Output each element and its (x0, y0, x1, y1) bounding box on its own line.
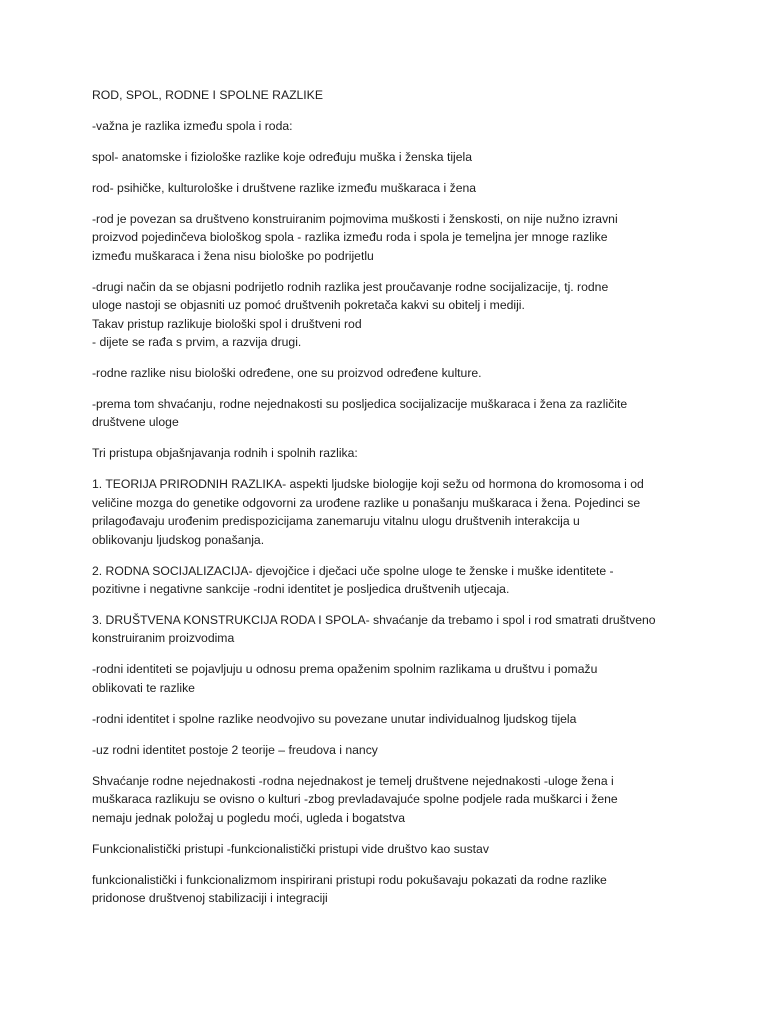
paragraph (92, 364, 682, 382)
paragraph (92, 278, 682, 352)
text-line: Funkcionalistički pristupi -funkcionalistički pristupi vide društvo kao sustav (92, 841, 489, 856)
paragraph (92, 660, 682, 697)
text-line: oblikovanju ljudskog ponašanja. (92, 532, 265, 547)
text-line: - dijete se rađa s prvim, a razvija drugi. (92, 335, 302, 350)
text-line: nemaju jednak položaj u pogledu moći, ugleda i bogatstva (92, 810, 406, 825)
paragraph (92, 179, 682, 197)
text-line: -uz rodni identitet postoje 2 teorije – freudova i nancy (92, 742, 378, 757)
paragraph (92, 148, 682, 166)
paragraph (92, 772, 682, 827)
text-line: muškaraca razlikuju se ovisno o kulturi -zbog prevladavajuće spolne podjele rada muškarci i žene (92, 792, 618, 807)
text-line: prilagođavaju urođenim predispozicijama zanemaruju vitalnu ulogu društvenih interakcija u (92, 514, 580, 529)
paragraph (92, 710, 682, 728)
paragraph (92, 395, 682, 432)
paragraph (92, 871, 682, 908)
text-line: oblikovati te razlike (92, 680, 195, 695)
document-title: ROD, SPOL, RODNE I SPOLNE RAZLIKE (92, 88, 323, 102)
paragraph (92, 562, 682, 599)
text-line: funkcionalistički i funkcionalizmom inspirirani pristupi rodu pokušavaju pokazati da rodne razlike (92, 872, 607, 887)
document-page (92, 86, 682, 920)
text-line: pozitivne i negativne sankcije -rodni identitet je posljedica društvenih utjecaja. (92, 582, 510, 597)
text-line: konstruiranim proizvodima (92, 631, 235, 646)
paragraph (92, 840, 682, 858)
text-line: između muškaraca i žena nisu biološke po podrijetlu (92, 248, 374, 263)
text-line: -rodni identiteti se pojavljuju u odnosu prema opaženim spolnim razlikama u društvu i pomažu (92, 662, 598, 677)
text-line: Takav pristup razlikuje biološki spol i društveni rod (92, 316, 362, 331)
text-line: rod- psihičke, kulturološke i društvene razlike između muškaraca i žena (92, 181, 477, 195)
text-line: Tri pristupa objašnjavanja rodnih i spolnih razlika: (92, 446, 358, 461)
text-line: proizvod pojedinčeva biološkog spola - razlika između roda i spola je temeljna jer mnoge razlike (92, 230, 608, 245)
paragraph (92, 741, 682, 759)
text-line: -rodni identitet i spolne razlike neodvojivo su povezane unutar individualnog ljudskog tijela (92, 711, 577, 726)
text-line: -prema tom shvaćanju, rodne nejednakosti su posljedica socijalizacije muškaraca i žena za različite (92, 397, 628, 412)
text-line: 2. RODNA SOCIJALIZACIJA- djevojčice i dječaci uče spolne uloge te ženske i muške identitete - (92, 563, 614, 578)
text-line: 3. DRUŠTVENA KONSTRUKCIJA RODA I SPOLA- shvaćanje da trebamo i spol i rod smatrati društveno (92, 613, 656, 628)
paragraph (92, 611, 682, 648)
document-body (92, 117, 682, 908)
text-line: spol- anatomske i fiziološke razlike koje određuju muška i ženska tijela (92, 150, 473, 164)
text-line: Shvaćanje rodne nejednakosti -rodna nejednakost je temelj društvene nejednakosti -uloge žena i (92, 773, 614, 788)
text-line: uloge nastoji se objasniti uz pomoć društvenih pokretača kakvi su obitelj i mediji. (92, 298, 525, 313)
paragraph (92, 117, 682, 135)
text-line: pridonose društvenoj stabilizaciji i integraciji (92, 891, 328, 906)
paragraph (92, 444, 682, 462)
paragraph (92, 210, 682, 265)
text-line: -važna je razlika između spola i roda: (92, 119, 293, 133)
text-line: društvene uloge (92, 415, 179, 430)
text-line: -drugi način da se objasni podrijetlo rodnih razlika jest proučavanje rodne socijalizacije, tj. rodne (92, 279, 609, 294)
text-line: -rodne razlike nisu biološki određene, one su proizvod određene kulture. (92, 366, 482, 381)
paragraph (92, 475, 682, 549)
text-line: veličine mozga do genetike odgovorni za urođene razlike u ponašanju muškaraca i žena. Pojedinci se (92, 495, 641, 510)
text-line: -rod je povezan sa društveno konstruiranim pojmovima muškosti i ženskosti, on nije nužno izravni (92, 212, 618, 226)
text-line: 1. TEORIJA PRIRODNIH RAZLIKA- aspekti ljudske biologije koji sežu od hormona do kromosoma i od (92, 477, 644, 492)
